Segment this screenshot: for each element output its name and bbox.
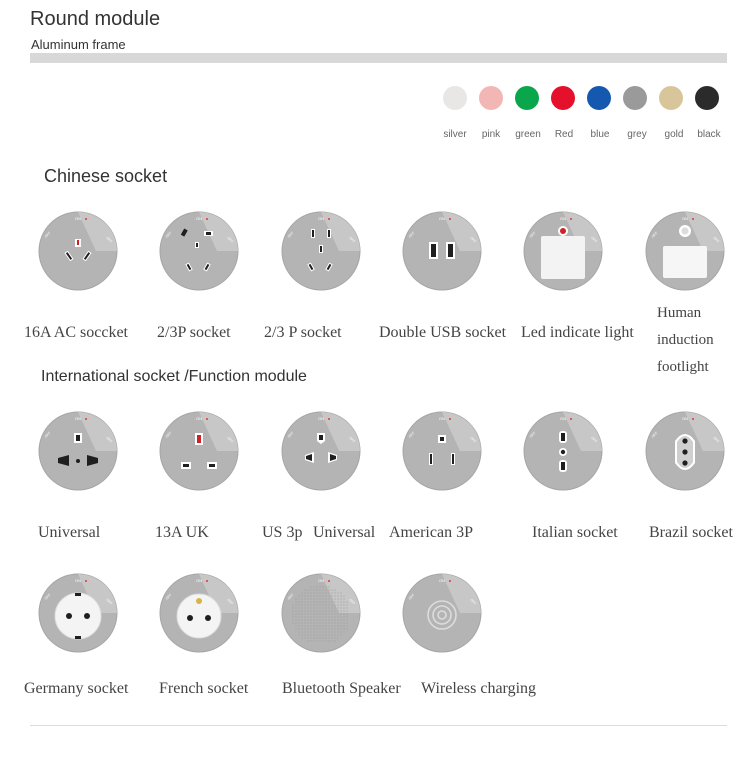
label-french: French socket [159,680,249,697]
module-2-3p-socket-b[interactable] [281,211,361,291]
svg-text:ON: ON [196,578,202,583]
module-french[interactable] [159,573,239,653]
svg-text:OFF: OFF [407,592,416,601]
label-american-3p: American 3P [389,524,473,541]
swatch-blue[interactable] [587,86,611,110]
svg-text:OFF: OFF [164,430,173,439]
label-human-induction: Human induction footlight [657,305,714,375]
label-brazil: Brazil socket [649,524,733,541]
label-universal: Universal [38,524,101,541]
bottom-divider [30,725,727,726]
label-2-3p-socket-b: 2/3 P socket [264,324,342,341]
module-universal[interactable] [38,411,118,491]
swatch-pink[interactable] [479,86,503,110]
swatch-label-pink: pink [481,129,501,140]
svg-text:ON: ON [682,416,688,421]
module-human-induction[interactable] [645,211,725,291]
svg-text:OFF: OFF [590,435,599,444]
svg-text:ON: ON [560,216,566,221]
module-germany[interactable] [38,573,118,653]
svg-text:OFF: OFF [469,597,478,606]
svg-text:ON: ON [318,578,324,583]
svg-text:ON: ON [75,578,81,583]
svg-text:OFF: OFF [105,235,114,244]
module-us-3p-universal[interactable] [281,411,361,491]
svg-text:ON: ON [560,416,566,421]
module-american-3p[interactable] [402,411,482,491]
label-germany: Germany socket [24,680,129,697]
svg-text:OFF: OFF [469,235,478,244]
swatch-label-grey: grey [627,129,647,140]
module-16a-ac-socket[interactable] [38,211,118,291]
swatch-label-blue: blue [590,129,610,140]
swatch-black[interactable] [695,86,719,110]
svg-text:ON: ON [196,216,202,221]
label-double-usb: Double USB socket [379,324,507,341]
svg-text:OFF: OFF [590,235,599,244]
svg-text:OFF: OFF [164,230,173,239]
svg-text:ON: ON [318,216,324,221]
svg-text:OFF: OFF [226,235,235,244]
label-us-universal: Universal [313,524,376,541]
swatch-silver[interactable] [443,86,467,110]
section-heading-chinese: Chinese socket [44,166,168,186]
swatch-grey[interactable] [623,86,647,110]
svg-text:OFF: OFF [286,430,295,439]
swatch-red[interactable] [551,86,575,110]
page-title: Round module [30,8,161,30]
svg-text:OFF: OFF [286,230,295,239]
swatch-label-gold: gold [664,129,684,140]
label-13a-uk: 13A UK [155,524,209,541]
svg-text:OFF: OFF [105,435,114,444]
section-heading-international: International socket /Function module [41,368,307,385]
swatch-label-silver: silver [443,129,467,140]
swatch-label-green: green [515,129,541,140]
svg-text:OFF: OFF [712,435,721,444]
svg-text:OFF: OFF [348,435,357,444]
svg-text:ON: ON [682,216,688,221]
module-2-3p-socket[interactable] [159,211,239,291]
svg-text:ON: ON [196,416,202,421]
label-led-light: Led indicate light [521,324,634,341]
swatch-gold[interactable] [659,86,683,110]
svg-text:OFF: OFF [650,430,659,439]
module-brazil[interactable] [645,411,725,491]
svg-text:OFF: OFF [348,597,357,606]
svg-text:ON: ON [75,416,81,421]
module-led-light[interactable] [523,211,603,291]
module-13a-uk[interactable] [159,411,239,491]
svg-text:OFF: OFF [286,592,295,601]
svg-text:ON: ON [439,578,445,583]
label-bluetooth-speaker: Bluetooth Speaker [282,680,401,697]
label-us-3p: US 3p [262,524,303,541]
svg-text:OFF: OFF [43,230,52,239]
svg-text:OFF: OFF [164,592,173,601]
svg-text:OFF: OFF [712,235,721,244]
swatch-green[interactable] [515,86,539,110]
svg-text:ON: ON [439,416,445,421]
frame-bar [30,53,727,63]
svg-text:OFF: OFF [528,430,537,439]
module-wireless-charging[interactable] [402,573,482,653]
svg-text:OFF: OFF [528,230,537,239]
module-double-usb[interactable] [402,211,482,291]
label-italian: Italian socket [532,524,618,541]
svg-text:OFF: OFF [348,235,357,244]
svg-text:OFF: OFF [407,230,416,239]
swatch-label-red: Red [554,129,574,140]
svg-text:ON: ON [75,216,81,221]
svg-text:OFF: OFF [226,597,235,606]
svg-text:OFF: OFF [43,592,52,601]
svg-text:OFF: OFF [650,230,659,239]
svg-text:ON: ON [318,416,324,421]
label-16a-ac-socket: 16A AC soccket [24,324,128,341]
page-subtitle: Aluminum frame [31,37,126,52]
module-bluetooth-speaker[interactable] [281,573,361,653]
svg-text:OFF: OFF [43,430,52,439]
svg-text:OFF: OFF [469,435,478,444]
module-italian[interactable] [523,411,603,491]
svg-text:ON: ON [439,216,445,221]
svg-text:OFF: OFF [105,597,114,606]
label-wireless-charging: Wireless charging [421,680,537,697]
swatch-label-black: black [697,129,721,140]
svg-text:OFF: OFF [226,435,235,444]
svg-text:OFF: OFF [407,430,416,439]
label-2-3p-socket: 2/3P socket [157,324,231,341]
